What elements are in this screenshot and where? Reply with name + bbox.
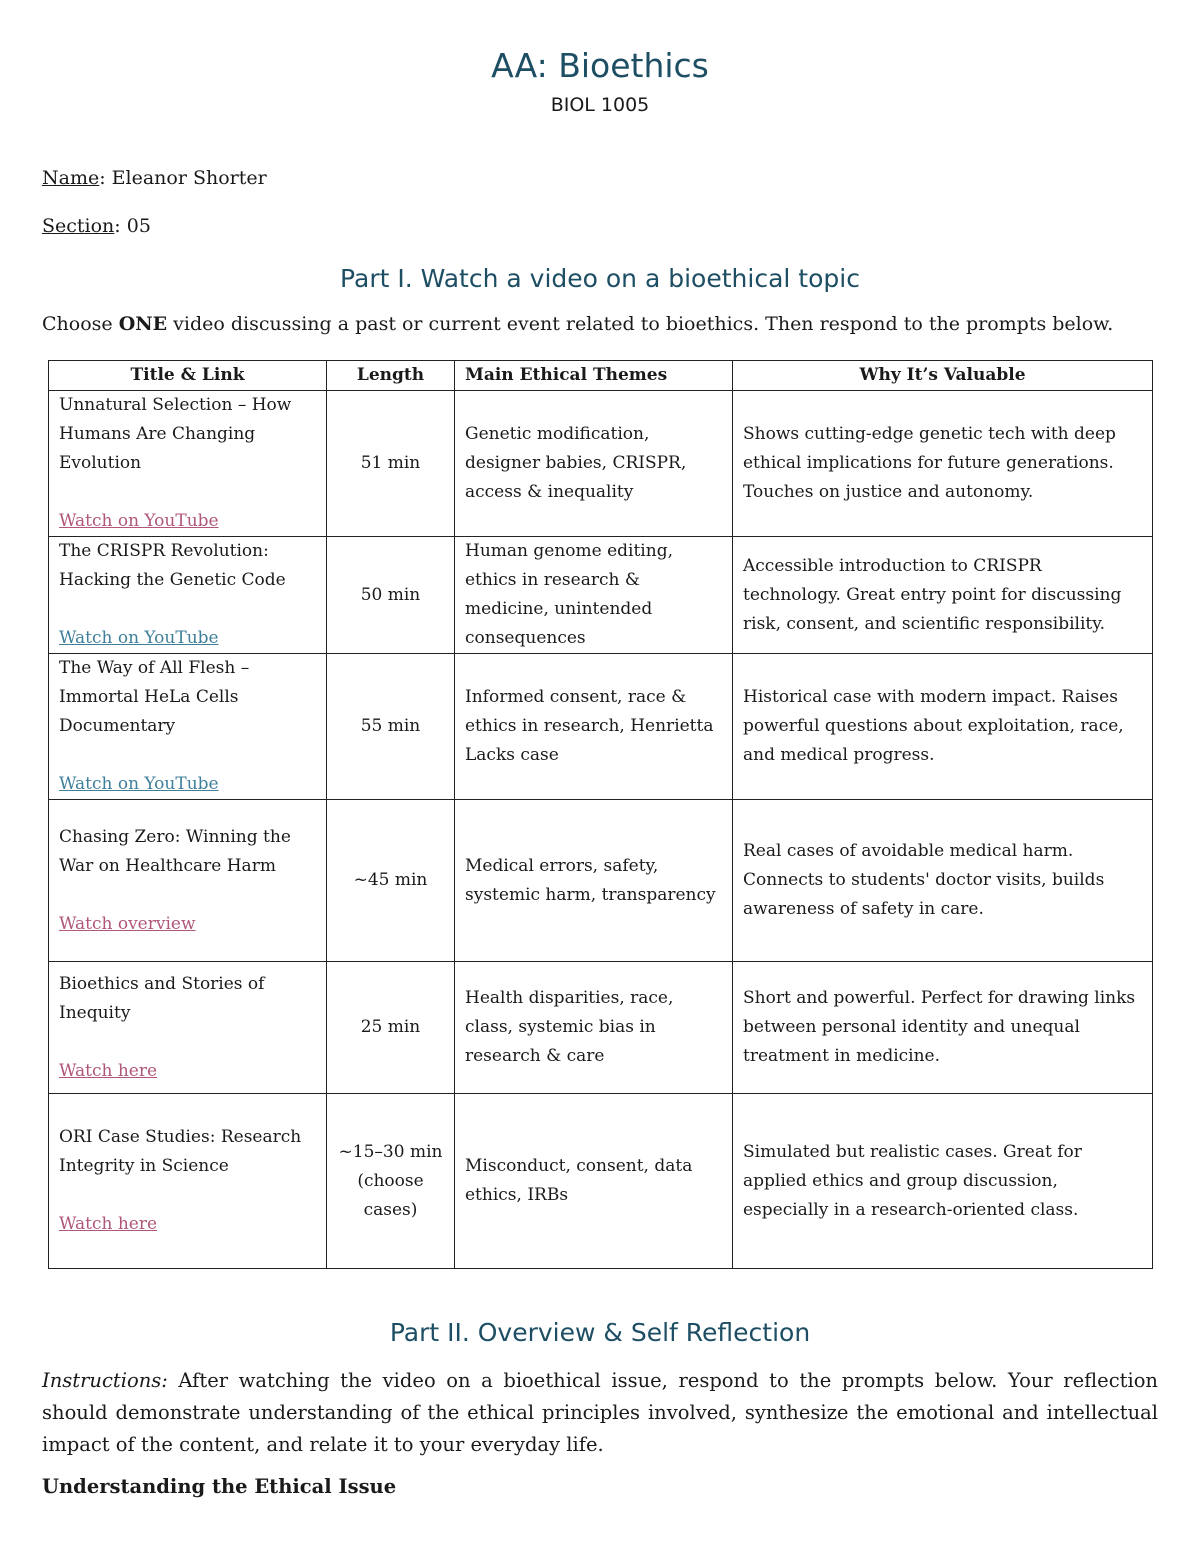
col-header-themes: Main Ethical Themes <box>455 361 733 391</box>
video-value: Short and powerful. Perfect for drawing links between personal identity and unequal treatment in medicine. <box>733 962 1153 1094</box>
video-themes: Medical errors, safety, systemic harm, transparency <box>455 800 733 962</box>
video-length: ~15–30 min (choose cases) <box>327 1094 455 1269</box>
video-link[interactable]: Watch on YouTube <box>59 628 219 648</box>
course-code: BIOL 1005 <box>550 94 650 116</box>
col-header-length: Length <box>327 361 455 391</box>
video-length: 25 min <box>327 962 455 1094</box>
col-header-value: Why It’s Valuable <box>733 361 1153 391</box>
video-length: 50 min <box>327 537 455 654</box>
video-length: ~45 min <box>327 800 455 962</box>
video-length: 51 min <box>327 391 455 537</box>
col-header-title: Title & Link <box>49 361 327 391</box>
part1-intro <box>42 313 1113 335</box>
video-value: Shows cutting-edge genetic tech with deep ethical implications for future generations. Touches on justice and autonomy. <box>733 391 1153 537</box>
section-label: Section <box>42 215 115 237</box>
video-title: Chasing Zero: Winning the War on Healthcare Harm <box>59 826 291 876</box>
video-title-cell <box>49 537 327 654</box>
intro-pre: Choose <box>42 313 119 335</box>
table-header-row <box>49 361 1153 391</box>
instructions-label: Instructions: <box>42 1369 168 1392</box>
instructions-text: After watching the video on a bioethical issue, respond to the prompts below. Your reflection should demonstrate understanding of the ethical principles involved, synthesize the emotional and intellectual impact of the content, and relate it to your everyday life. <box>42 1369 1158 1456</box>
section-subheading: Understanding the Ethical Issue <box>42 1475 397 1498</box>
instructions-paragraph <box>42 1365 1158 1461</box>
section-field <box>42 215 151 237</box>
table-row <box>49 962 1153 1094</box>
video-themes: Genetic modification, designer babies, CRISPR, access & inequality <box>455 391 733 537</box>
video-title-cell <box>49 654 327 800</box>
video-title: The Way of All Flesh – Immortal HeLa Cells Documentary <box>59 658 250 736</box>
name-field <box>42 167 267 189</box>
video-title-cell <box>49 1094 327 1269</box>
intro-post: video discussing a past or current event related to bioethics. Then respond to the prompts below. <box>167 313 1114 335</box>
video-length: 55 min <box>327 654 455 800</box>
video-themes: Human genome editing, ethics in research & medicine, unintended consequences <box>455 537 733 654</box>
video-link[interactable]: Watch on YouTube <box>59 511 219 531</box>
video-title-cell <box>49 391 327 537</box>
video-title: ORI Case Studies: Research Integrity in Science <box>59 1127 302 1176</box>
video-value: Accessible introduction to CRISPR technology. Great entry point for discussing risk, consent, and scientific responsibility. <box>733 537 1153 654</box>
video-title: Unnatural Selection – How Humans Are Changing Evolution <box>59 395 292 473</box>
document-title: AA: Bioethics <box>491 46 709 85</box>
part2-heading: Part II. Overview & Self Reflection <box>389 1318 811 1347</box>
table-row <box>49 1094 1153 1269</box>
video-link[interactable]: Watch overview <box>59 913 196 934</box>
video-title: Bioethics and Stories of Inequity <box>59 973 265 1023</box>
table-row <box>49 537 1153 654</box>
video-themes: Health disparities, race, class, systemic bias in research & care <box>455 962 733 1094</box>
video-themes: Informed consent, race & ethics in research, Henrietta Lacks case <box>455 654 733 800</box>
part1-heading: Part I. Watch a video on a bioethical topic <box>340 264 860 293</box>
video-value: Historical case with modern impact. Raises powerful questions about exploitation, race, and medical progress. <box>733 654 1153 800</box>
video-link[interactable]: Watch here <box>59 1060 158 1081</box>
name-value: : Eleanor Shorter <box>99 167 267 189</box>
video-title: The CRISPR Revolution: Hacking the Genetic Code <box>59 541 286 590</box>
video-table <box>48 360 1153 1269</box>
name-label: Name <box>42 167 100 189</box>
intro-bold: ONE <box>118 313 168 335</box>
table-row <box>49 654 1153 800</box>
section-value: : 05 <box>114 215 151 237</box>
video-title-cell <box>49 962 327 1094</box>
table-row <box>49 800 1153 962</box>
video-title-cell <box>49 800 327 962</box>
video-value: Real cases of avoidable medical harm. Connects to students' doctor visits, builds awareness of safety in care. <box>733 800 1153 962</box>
table-row <box>49 391 1153 537</box>
video-value: Simulated but realistic cases. Great for applied ethics and group discussion, especially in a research-oriented class. <box>733 1094 1153 1269</box>
video-themes: Misconduct, consent, data ethics, IRBs <box>455 1094 733 1269</box>
video-link[interactable]: Watch on YouTube <box>59 774 219 794</box>
video-link[interactable]: Watch here <box>59 1214 158 1234</box>
